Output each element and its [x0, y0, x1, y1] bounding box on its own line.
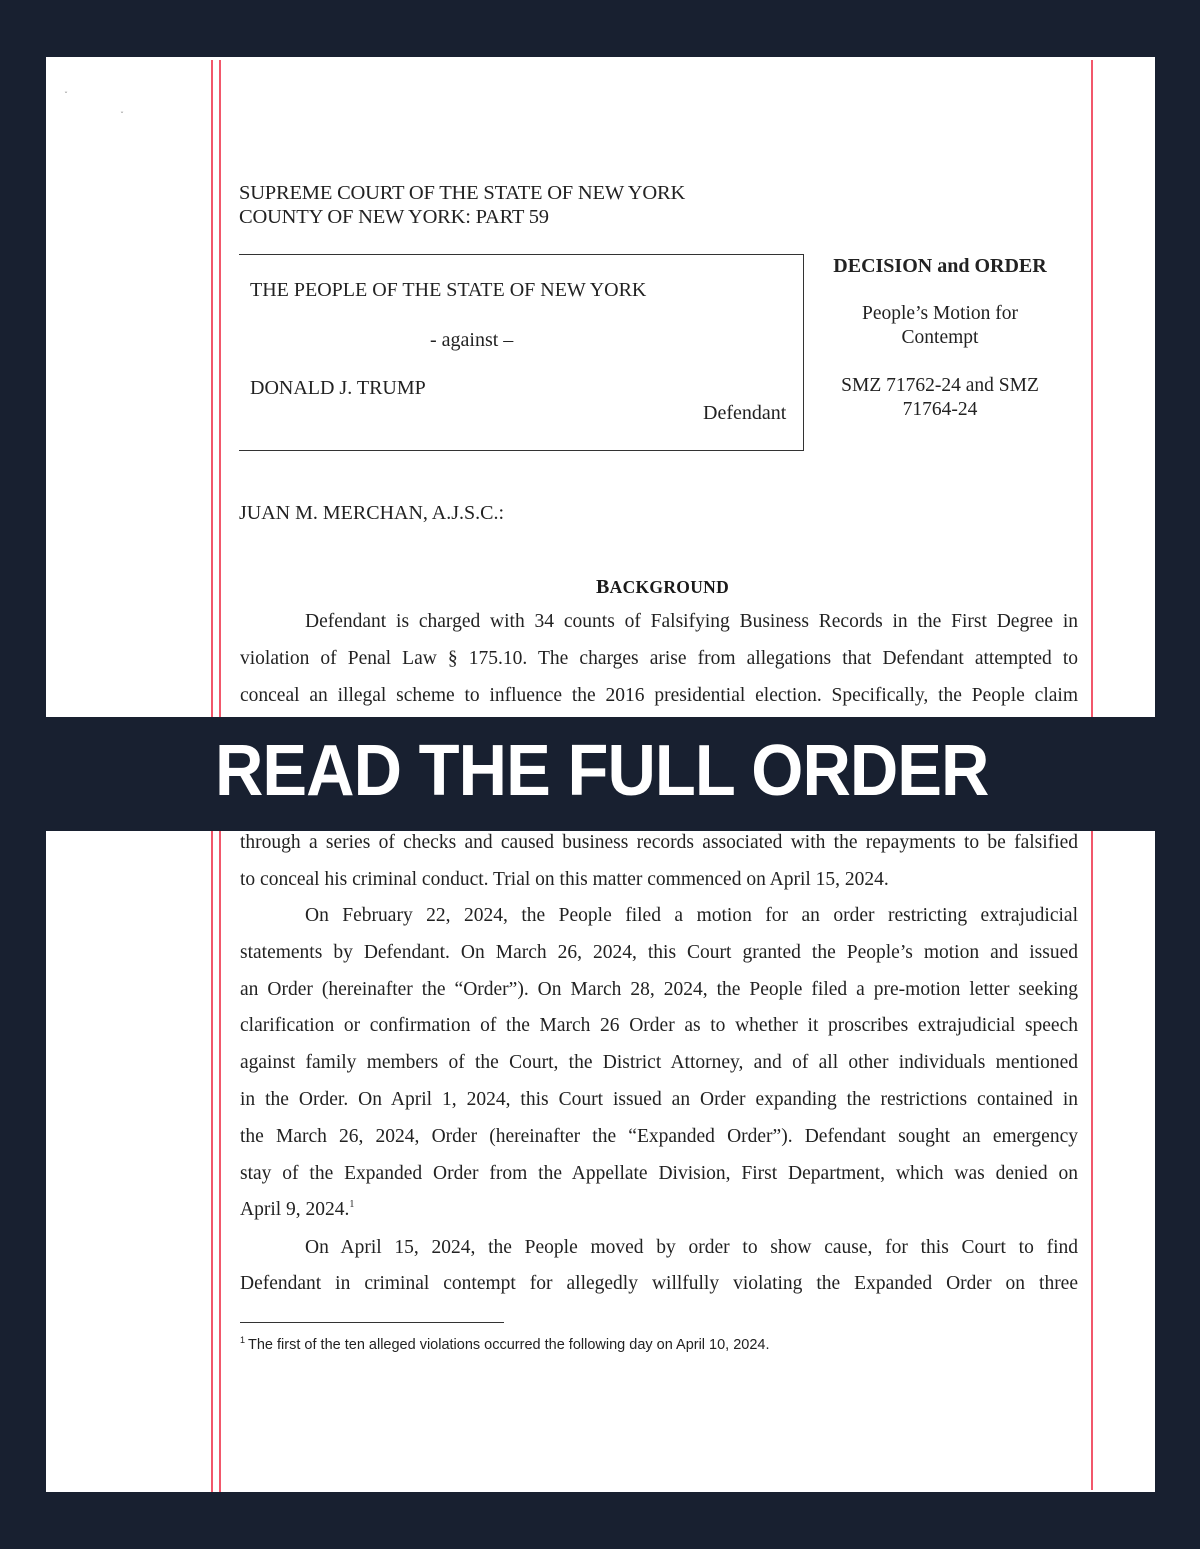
- heading-rest: ACKGROUND: [609, 577, 730, 597]
- caption-top-rule: [239, 254, 804, 255]
- body-line: clarification or confirmation of the March 26 Order as to whether it proscribes extrajudicial speech: [240, 1015, 1078, 1036]
- body-line: Defendant in criminal contempt for allegedly willfully violating the Expanded Order on three: [240, 1273, 1078, 1294]
- footnote-marker: 1: [240, 1335, 246, 1345]
- body-line: On April 15, 2024, the People moved by order to show cause, for this Court to find: [305, 1237, 1078, 1258]
- body-line: Defendant is charged with 34 counts of Falsifying Business Records in the First Degree in: [305, 611, 1078, 632]
- footnote-rule: [240, 1322, 504, 1323]
- case-number-line-2: 71764-24: [902, 399, 978, 420]
- footnote-text: The first of the ten alleged violations occurred the following day on April 10, 2024.: [248, 1337, 770, 1353]
- decision-block: [812, 255, 1068, 422]
- body-line-last: [240, 1199, 354, 1221]
- scan-artifact: ˇ: [64, 91, 68, 100]
- body-line: the March 26, 2024, Order (hereinafter the “Expanded Order”). Defendant sought an emergency: [240, 1126, 1078, 1147]
- body-line: statements by Defendant. On March 26, 2024, this Court granted the People’s motion and issued: [240, 942, 1078, 963]
- body-line: conceal an illegal scheme to influence the 2016 presidential election. Specifically, the People claim: [240, 685, 1078, 706]
- body-line: On February 22, 2024, the People filed a motion for an order restricting extrajudicial: [305, 905, 1078, 926]
- scan-artifact: ˇ: [120, 111, 124, 120]
- defendant-name: DONALD J. TRUMP: [250, 377, 426, 399]
- decision-title: DECISION and ORDER: [833, 255, 1047, 277]
- footnote-reference[interactable]: 1: [349, 1199, 355, 1210]
- case-number-line-1: SMZ 71762-24 and SMZ: [841, 375, 1039, 396]
- body-line: violation of Penal Law § 175.10. The charges arise from allegations that Defendant attempted to: [240, 648, 1078, 669]
- court-part: COUNTY OF NEW YORK: PART 59: [239, 206, 549, 228]
- read-full-order-link[interactable]: READ THE FULL ORDER: [215, 731, 989, 811]
- body-line: against family members of the Court, the District Attorney, and of all other individuals mentioned: [240, 1052, 1078, 1073]
- section-heading: [596, 576, 729, 599]
- footnote: [240, 1335, 770, 1353]
- body-line: an Order (hereinafter the “Order”). On March 28, 2024, the People filed a pre-motion letter seeking: [240, 979, 1078, 1000]
- motion-line-1: People’s Motion for: [862, 303, 1018, 324]
- plaintiff-name: THE PEOPLE OF THE STATE OF NEW YORK: [250, 279, 647, 301]
- defendant-role: Defendant: [703, 402, 787, 424]
- body-line: stay of the Expanded Order from the Appellate Division, First Department, which was denied on: [240, 1163, 1078, 1184]
- caption-bottom-rule: [239, 450, 804, 451]
- body-line: to conceal his criminal conduct. Trial on this matter commenced on April 15, 2024.: [240, 869, 889, 890]
- caption-right-rule: [803, 254, 804, 451]
- judge-name: JUAN M. MERCHAN, A.J.S.C.:: [239, 502, 505, 524]
- motion-line-2: Contempt: [901, 327, 979, 348]
- versus-label: - against –: [430, 329, 514, 351]
- court-name: SUPREME COURT OF THE STATE OF NEW YORK: [239, 182, 686, 204]
- body-line-text: April 9, 2024.: [240, 1199, 350, 1220]
- body-line: through a series of checks and caused business records associated with the repayments to be falsified: [240, 832, 1078, 853]
- body-line: in the Order. On April 1, 2024, this Court issued an Order expanding the restrictions contained in: [240, 1089, 1078, 1110]
- heading-initial: B: [596, 576, 610, 598]
